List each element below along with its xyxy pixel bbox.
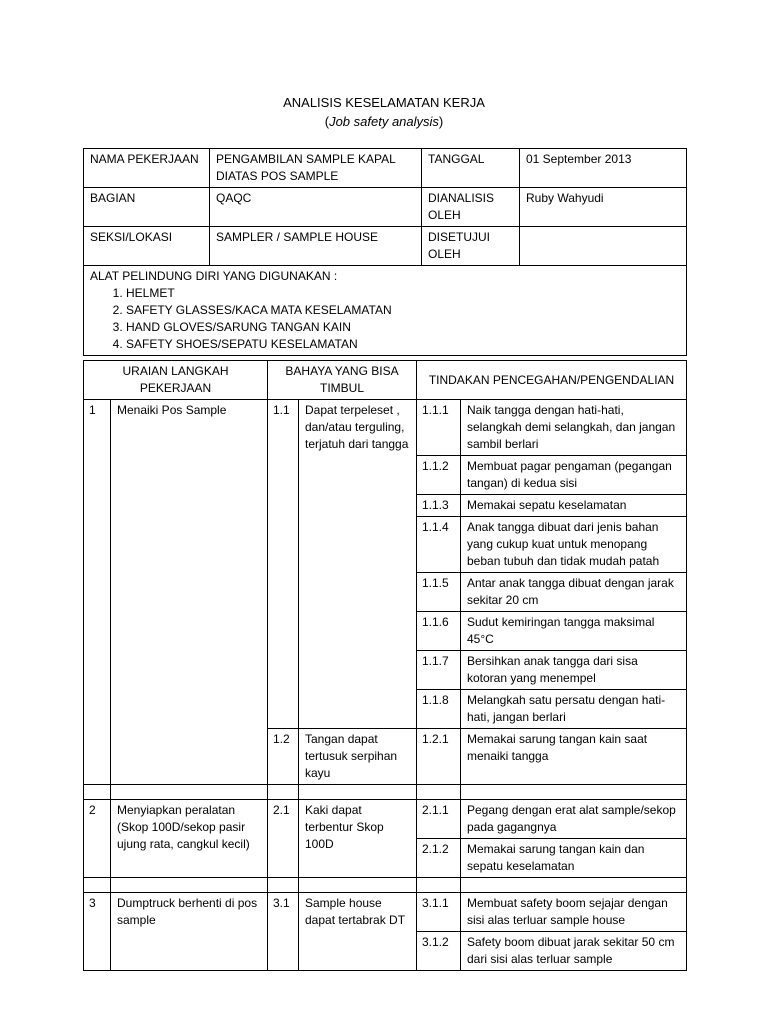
step-label: Dumptruck berhenti di pos sample: [111, 893, 268, 971]
action-text: Memakai sepatu keselamatan: [461, 495, 687, 517]
action-number: 1.1.1: [417, 400, 461, 456]
action-text: Antar anak tangga dibuat dengan jarak sekitar 20 cm: [461, 573, 687, 612]
info-row: [84, 227, 687, 266]
action-number: 1.1.3: [417, 495, 461, 517]
action-text: Memakai sarung tangan kain saat menaiki tangga: [461, 729, 687, 785]
apd-row: [84, 266, 687, 356]
action-text: Membuat pagar pengaman (pegangan tangan) di kedua sisi: [461, 456, 687, 495]
bagian-label: BAGIAN: [84, 188, 210, 227]
job-info-table: [83, 148, 687, 356]
action-number: 2.1.2: [417, 839, 461, 878]
jsa-body: [84, 400, 687, 971]
nama-pekerjaan-label: NAMA PEKERJAAN: [84, 149, 210, 188]
step-number: 1: [84, 400, 111, 785]
spacer-cell: [461, 785, 687, 800]
action-number: 1.1.8: [417, 690, 461, 729]
info-row: [84, 188, 687, 227]
step-label: Menaiki Pos Sample: [111, 400, 268, 785]
seksi-label: SEKSI/LOKASI: [84, 227, 210, 266]
dianalisis-label: DIANALISIS OLEH: [422, 188, 520, 227]
dianalisis-value: Ruby Wahyudi: [520, 188, 687, 227]
tanggal-value: 01 September 2013: [520, 149, 687, 188]
apd-item: 3. HAND GLOVES/SARUNG TANGAN KAIN: [126, 319, 680, 336]
spacer-cell: [417, 878, 461, 893]
action-text: Membuat safety boom sejajar dengan sisi alas terluar sample house: [461, 893, 687, 932]
bagian-value: QAQC: [210, 188, 422, 227]
apd-item: 1. HELMET: [126, 285, 680, 302]
action-number: 1.1.5: [417, 573, 461, 612]
subtitle-italic: Job safety analysis: [329, 114, 439, 129]
hazard-number: 1.2: [268, 729, 299, 785]
step-number: 2: [84, 800, 111, 878]
job-safety-analysis-table: [83, 360, 687, 971]
action-text: Safety boom dibuat jarak sekitar 50 cm dari sisi alas terluar sample: [461, 932, 687, 971]
subtitle-close: ): [438, 114, 444, 129]
action-text: Melangkah satu persatu dengan hati-hati, jangan berlari: [461, 690, 687, 729]
spacer-cell: [111, 878, 268, 893]
apd-list: [90, 285, 680, 353]
jsa-row: [84, 400, 687, 456]
disetujui-label: DISETUJUI OLEH: [422, 227, 520, 266]
action-number: 1.2.1: [417, 729, 461, 785]
hazard-number: 2.1: [268, 800, 299, 878]
hazard-label: Dapat terpeleset , dan/atau terguling, terjatuh dari tangga: [299, 400, 417, 729]
action-number: 1.1.7: [417, 651, 461, 690]
action-number: 2.1.1: [417, 800, 461, 839]
spacer-row: [84, 878, 687, 893]
nama-pekerjaan-value: PENGAMBILAN SAMPLE KAPAL DIATAS POS SAMPLE: [210, 149, 422, 188]
spacer-cell: [299, 878, 417, 893]
action-number: 1.1.2: [417, 456, 461, 495]
info-row: [84, 149, 687, 188]
spacer-cell: [299, 785, 417, 800]
action-number: 1.1.6: [417, 612, 461, 651]
action-number: 1.1.4: [417, 517, 461, 573]
action-text: Naik tangga dengan hati-hati, selangkah demi selangkah, dan jangan sambil berlari: [461, 400, 687, 456]
tanggal-label: TANGGAL: [422, 149, 520, 188]
hazard-label: Kaki dapat terbentur Skop 100D: [299, 800, 417, 878]
apd-cell: [84, 266, 687, 356]
document-subtitle: [0, 114, 768, 129]
spacer-cell: [84, 785, 111, 800]
step-number: 3: [84, 893, 111, 971]
spacer-cell: [417, 785, 461, 800]
step-label: Menyiapkan peralatan (Skop 100D/sekop pasir ujung rata, cangkul kecil): [111, 800, 268, 878]
spacer-cell: [268, 785, 299, 800]
header-bahaya: BAHAYA YANG BISA TIMBUL: [268, 361, 417, 400]
spacer-cell: [268, 878, 299, 893]
spacer-cell: [461, 878, 687, 893]
action-text: Bersihkan anak tangga dari sisa kotoran yang menempel: [461, 651, 687, 690]
hazard-label: Sample house dapat tertabrak DT: [299, 893, 417, 971]
header-tindakan: TINDAKAN PENCEGAHAN/PENGENDALIAN: [417, 361, 687, 400]
action-text: Pegang dengan erat alat sample/sekop pada gagangnya: [461, 800, 687, 839]
header-uraian: URAIAN LANGKAH PEKERJAAN: [84, 361, 268, 400]
hazard-number: 1.1: [268, 400, 299, 729]
action-number: 3.1.2: [417, 932, 461, 971]
jsa-header-row: [84, 361, 687, 400]
action-number: 3.1.1: [417, 893, 461, 932]
action-text: Anak tangga dibuat dari jenis bahan yang cukup kuat untuk menopang beban tubuh dan tidak mudah patah: [461, 517, 687, 573]
apd-title: ALAT PELINDUNG DIRI YANG DIGUNAKAN :: [90, 269, 338, 283]
seksi-value: SAMPLER / SAMPLE HOUSE: [210, 227, 422, 266]
document-title: ANALISIS KESELAMATAN KERJA: [283, 95, 485, 110]
apd-item: 2. SAFETY GLASSES/KACA MATA KESELAMATAN: [126, 302, 680, 319]
action-text: Sudut kemiringan tangga maksimal 45°C: [461, 612, 687, 651]
spacer-row: [84, 785, 687, 800]
jsa-row: [84, 893, 687, 932]
subtitle-open: (: [324, 114, 330, 129]
spacer-cell: [111, 785, 268, 800]
spacer-cell: [84, 878, 111, 893]
hazard-label: Tangan dapat tertusuk serpihan kayu: [299, 729, 417, 785]
action-text: Memakai sarung tangan kain dan sepatu keselamatan: [461, 839, 687, 878]
disetujui-value: [520, 227, 687, 266]
hazard-number: 3.1: [268, 893, 299, 971]
jsa-row: [84, 800, 687, 839]
apd-item: 4. SAFETY SHOES/SEPATU KESELAMATAN: [126, 336, 680, 353]
